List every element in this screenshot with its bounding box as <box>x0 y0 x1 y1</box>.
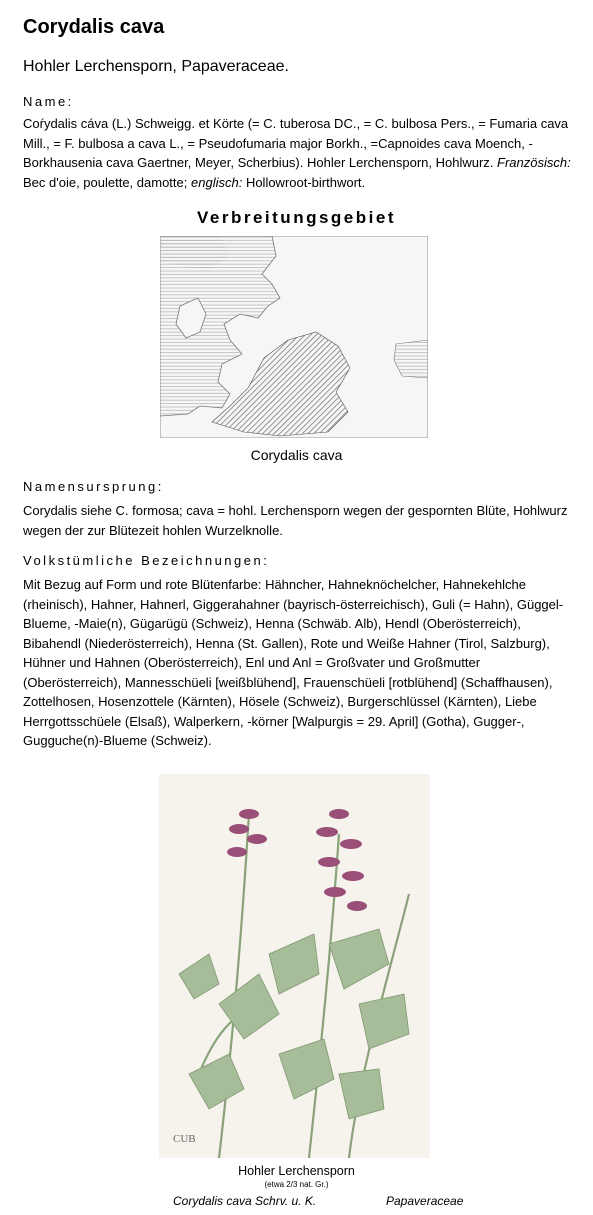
folk-names-label: Volkstümliche Bezeichnungen: <box>23 553 270 568</box>
english-label: englisch: <box>191 174 243 190</box>
illustrator-signature: CUB <box>173 1133 196 1145</box>
name-section-label: Name: <box>23 94 74 109</box>
illustration-caption-family: Papaveraceae <box>386 1194 464 1208</box>
folk-names-section <box>23 553 573 751</box>
page-title: Corydalis cava <box>23 16 165 38</box>
page-subtitle: Hohler Lerchensporn, Papaveraceae. <box>23 58 289 75</box>
map-caption: Corydalis cava <box>250 447 343 463</box>
europe-map-graphic <box>160 236 428 438</box>
name-origin-text: Corydalis siehe C. formosa; cava = hohl. Lerchensporn wegen der gespornten Blüte, Hohlwurz wegen der zur Blütezeit hohlen Wurzelknolle. <box>23 503 568 538</box>
french-label: Französisch: <box>497 155 571 170</box>
folk-names-text: Mit Bezug auf Form und rote Blütenfarbe: Hähncher, Hahneknöchelcher, Hahnekehlche (rheinisch), Hahner, Hahnerl, Giggerahahner (bayrisch-österreichisch), Guli (= Hahn), Güggel-Blueme, -Maie(n), Gügarügü (Schweiz), Henna (Schwäb. Alb), Hendl (Oberösterreich), Bibahendl (Niederösterreich), Henna (St. Gallen), Rote und Weiße Hahner (Tirol, Salzburg), Hühner und Hahnen (Oberösterreich), Enl und Anl = Großvater und Großmutter (Oberösterreich), Mannesschüeli [weißblühend], Frauenschüeli [rotblühend] (Schaffhausen), Zottelhosen, Hosenzottele (Kärnten), Hösele (Schweiz), Burgerschlüssel (Kärnten), Liebe Herrgottsschüele (Elsaß), Walperkern, -körner [Walpurgis = 29. April] (Gotha), Gugger-, Gugguche(n)-Blueme (Schweiz). <box>23 577 564 748</box>
illustration-caption-species: Corydalis cava Schrv. u. K. <box>173 1194 317 1208</box>
english-names: Hollowroot-birthwort. <box>245 174 366 190</box>
name-section-text <box>23 114 573 192</box>
french-names: Bec d'oie, poulette, damotte; <box>23 174 188 190</box>
name-origin-section <box>23 479 573 540</box>
corydalis-drawing <box>159 774 430 1158</box>
plant-illustration <box>159 774 430 1158</box>
illustration-caption-scale: (etwa 2/3 nat. Gr.) <box>264 1180 329 1189</box>
illustration-caption-title: Hohler Lerchensporn <box>238 1164 355 1178</box>
name-main-text: Coŕydalis cáva (L.) Schweigg. et Körte (= C. tuberosa DC., = C. bulbosa Pers., = Fumaria cava Mill., = F. bulbosa a cava L., = Pseudofumaria major Borkh., =Capnoides cava Moench, - Borkhausenia cava Gaertner, Meyer, Scherbius). Hohler Lerchensporn, Hohlwurz. <box>23 116 569 170</box>
name-origin-label: Namensursprung: <box>23 479 164 494</box>
article <box>23 14 573 192</box>
distribution-map <box>160 236 428 438</box>
map-title: Verbreitungsgebiet <box>197 208 396 227</box>
